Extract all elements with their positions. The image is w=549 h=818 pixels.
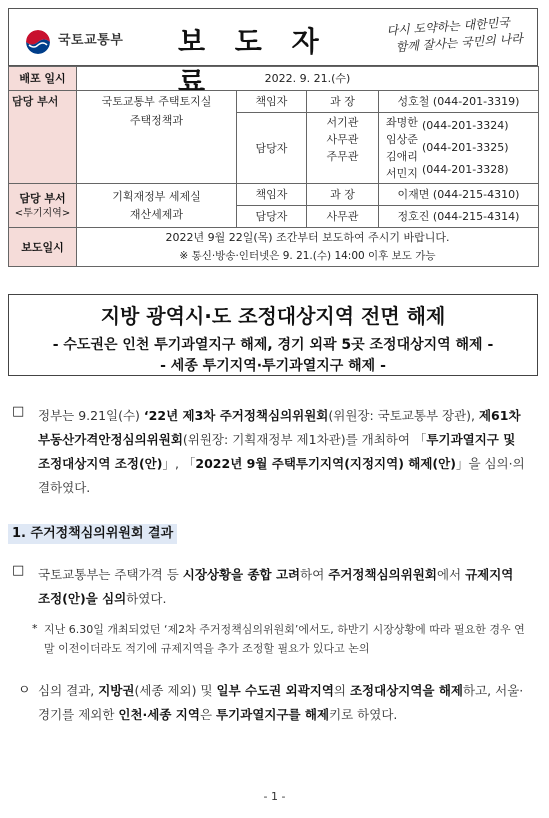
dept1-label: 담당 부서 (9, 91, 77, 184)
headline-subtitle-1: - 수도권은 인천 투기과열지구 해제, 경기 외곽 5곳 조정대상지역 해제 - (52, 337, 494, 353)
square-bullet-icon: □ (12, 404, 25, 419)
asterisk-icon: * (32, 622, 38, 635)
dept2-name: 기획재정부 세제실 재산세제과 (77, 184, 237, 228)
headline-title: 지방 광역시·도 조정대상지역 전면 해제 (100, 304, 446, 328)
dept2-resp-contact: 이재면 (044-215-4310) (379, 184, 539, 206)
dept1-name: 국토교통부 주택토지실 주택정책과 (77, 91, 237, 184)
dept1-staff-contacts: 좌명한 임상준 김애리 서민지 (044-201-3324) (044-201-3325) (044-201-3328) (379, 113, 539, 184)
committee-paragraph: 국토교통부는 주택가격 등 시장상황을 종합 고려하여 주거정책심의위원회에서 규제지역 조정(안)을 심의하였다. (38, 567, 514, 606)
slogan-line-2: 함께 잘사는 국민의 나라 (395, 31, 524, 55)
release-info: 2022년 9월 22일(목) 조간부터 보도하여 주시기 바랍니다. ※ 통신·방송·인터넷은 9. 21.(수) 14:00 이후 보도 가능 (77, 228, 539, 267)
dept2-staff-title: 사무관 (307, 206, 379, 228)
dist-label: 배포 일시 (9, 67, 77, 91)
dept2-responsible-label: 책임자 (237, 184, 307, 206)
intro-paragraph: 정부는 9.21일(수) ‘22년 제3차 주거정책심의위원회(위원장: 국토교통부 장관), 제61차 부동산가격안정심의위원회(위원장: 기획재정부 제1차관)를 개최하여 「투기과열지구 및 조정대상지역 조정(안)」, 「2022년 9월 주택투기지역(지정지역) 해제(안)」을 심의·의결하였다. (38, 408, 525, 495)
result-paragraph: 심의 결과, 지방권(세종 제외) 및 일부 수도권 외곽지역의 조정대상지역을 해제하고, 서울·경기를 제외한 인천·세종 지역은 투기과열지구를 해제키로 하였다. (38, 683, 524, 722)
dept1-resp-title: 과 장 (307, 91, 379, 113)
headline-subtitle-2: - 세종 투기지역·투기과열지구 해제 - (160, 358, 386, 374)
dist-value: 2022. 9. 21.(수) (77, 67, 539, 91)
dept1-staff-label: 담당자 (237, 113, 307, 184)
dept2-staff-label: 담당자 (237, 206, 307, 228)
section-heading: 1. 주거정책심의위원회 결과 (8, 524, 177, 544)
ministry-logo-icon (26, 30, 50, 54)
dept2-resp-title: 과 장 (307, 184, 379, 206)
release-label: 보도일시 (9, 228, 77, 267)
square-bullet-icon: □ (12, 563, 25, 578)
dept1-responsible-label: 책임자 (237, 91, 307, 113)
dept1-staff-titles: 서기관 사무관 주무관 (307, 113, 379, 184)
dept1-resp-contact: 성호철 (044-201-3319) (379, 91, 539, 113)
page-number: - 1 - (263, 790, 286, 803)
doc-title: 보 도 자 료 (178, 25, 329, 98)
org-name: 국토교통부 (58, 33, 124, 48)
slogan-line-1: 다시 도약하는 대한민국 (386, 15, 511, 38)
dept2-staff-contact: 정호진 (044-215-4314) (379, 206, 539, 228)
footnote: 지난 6.30일 개최되었던 ‘제2차 주거정책심의위원회’에서도, 하반기 시장상황에 따라 필요한 경우 연말 이전이더라도 적기에 규제지역을 추가 조정할 필요가 있다고 논의 (44, 623, 525, 655)
circle-bullet-icon: ㅇ (18, 683, 31, 698)
contact-info-table (8, 66, 539, 267)
dept2-label: 담당 부서 <투기지역> (9, 184, 77, 228)
